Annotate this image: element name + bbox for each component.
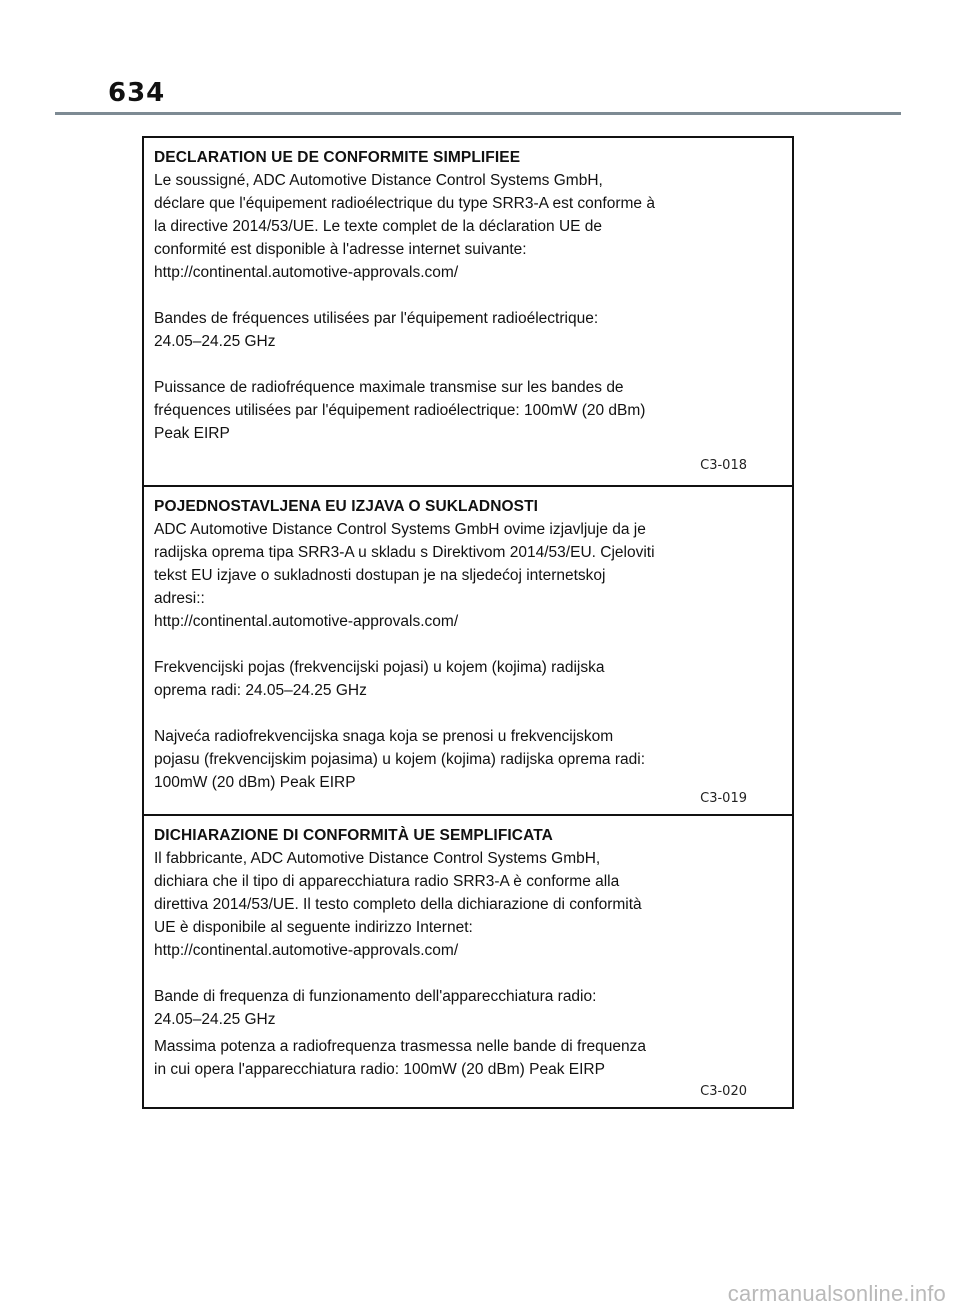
header-divider bbox=[55, 112, 901, 115]
declaration-italian-power: Massima potenza a radiofrequenza trasmessa nelle bande di frequenza in cui opera l'apparecchiatura radio: 100mW (20 dBm) Peak EIRP bbox=[154, 1038, 646, 1078]
page-number: 634 bbox=[108, 78, 166, 108]
declaration-croatian-frequency: Frekvencijski pojas (frekvencijski pojasi) u kojem (kojima) radijska oprema radi: 24.05–24.25 GHz bbox=[154, 659, 605, 699]
declaration-french bbox=[144, 138, 792, 487]
declaration-croatian-power: Najveća radiofrekvencijska snaga koja se prenosi u frekvencijskom pojasu (frekvencijskim pojasima) u kojem (kojima) radijska oprema radi: 100mW (20 dBm) Peak EIRP bbox=[154, 728, 645, 791]
declaration-french-heading: DECLARATION UE DE CONFORMITE SIMPLIFIEE bbox=[154, 149, 521, 166]
declaration-french-code: C3-018 bbox=[700, 458, 747, 473]
spacer bbox=[154, 633, 782, 656]
declaration-croatian-statement: ADC Automotive Distance Control Systems GmbH ovime izjavljuje da je radijska oprema tipa SRR3-A u skladu s Direktivom 2014/53/EU. Cjeloviti tekst EU izjave o sukladnosti dostupan je na sljedećoj internetskoj adresi:: http://continental.automotive-approvals.com/ bbox=[154, 521, 655, 630]
spacer bbox=[154, 962, 782, 985]
watermark-text: carmanualsonline.info bbox=[727, 1281, 946, 1306]
declaration-italian-heading: DICHIARAZIONE DI CONFORMITÀ UE SEMPLIFICATA bbox=[154, 827, 553, 844]
declaration-italian-statement: Il fabbricante, ADC Automotive Distance Control Systems GmbH, dichiara che il tipo di apparecchiatura radio SRR3-A è conforme alla direttiva 2014/53/UE. Il testo completo della dichiarazione di conformità UE è disponibile al seguente indirizzo Internet: http://continental.automotive-approvals.com/ bbox=[154, 850, 642, 959]
declaration-french-statement: Le soussigné, ADC Automotive Distance Control Systems GmbH, déclare que l'équipement radioélectrique du type SRR3-A est conforme à la directive 2014/53/UE. Le texte complet de la déclaration UE de conformité est disponible à l'adresse internet suivante: http://continental.automotive-approvals.com/ bbox=[154, 172, 655, 281]
declaration-croatian bbox=[144, 487, 792, 816]
declarations-box bbox=[142, 136, 794, 1109]
spacer bbox=[154, 284, 782, 307]
declaration-italian bbox=[144, 816, 792, 1107]
spacer bbox=[154, 353, 782, 376]
declaration-croatian-code: C3-019 bbox=[700, 791, 747, 806]
declaration-italian-code: C3-020 bbox=[700, 1084, 747, 1099]
declaration-french-frequency: Bandes de fréquences utilisées par l'équipement radioélectrique: 24.05–24.25 GHz bbox=[154, 310, 599, 350]
spacer bbox=[154, 702, 782, 725]
declaration-french-power: Puissance de radiofréquence maximale transmise sur les bandes de fréquences utilisées par l'équipement radioélectrique: 100mW (20 dBm) Peak EIRP bbox=[154, 379, 646, 442]
declaration-italian-frequency: Bande di frequenza di funzionamento dell'apparecchiatura radio: 24.05–24.25 GHz bbox=[154, 988, 597, 1028]
declaration-croatian-heading: POJEDNOSTAVLJENA EU IZJAVA O SUKLADNOSTI bbox=[154, 498, 539, 515]
